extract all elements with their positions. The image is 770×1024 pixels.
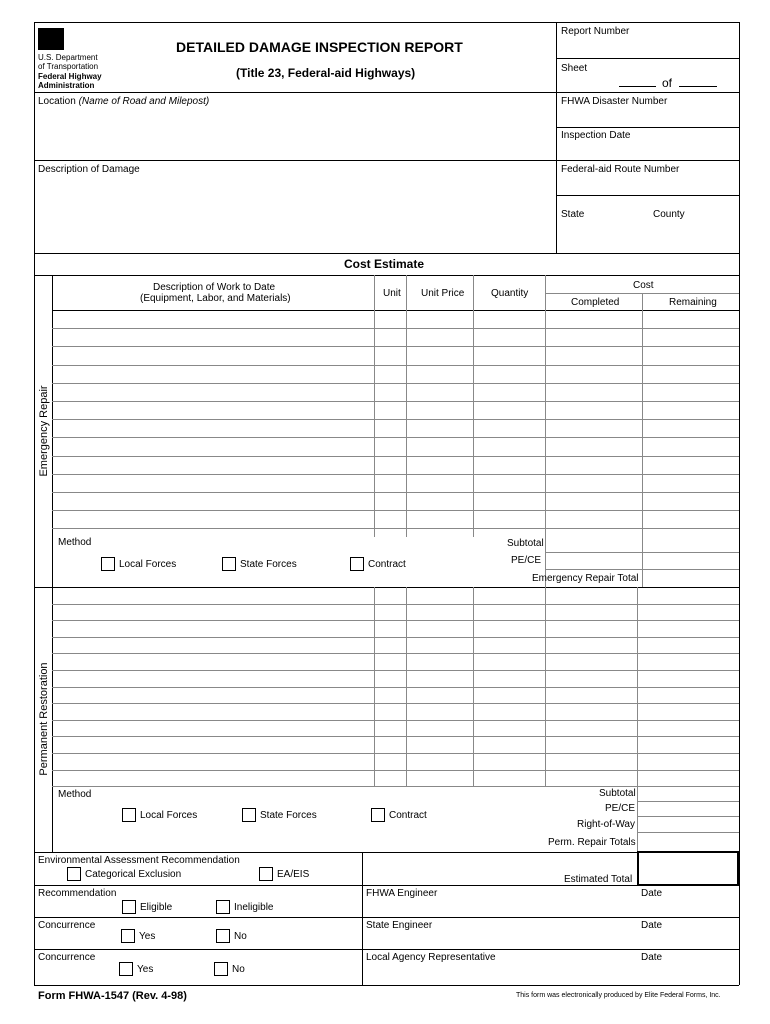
location-field[interactable]	[36, 108, 554, 158]
grid-row-line	[52, 474, 739, 475]
permanent-subtotal-label: Subtotal	[599, 788, 636, 799]
location-hint: (Name of Road and Milepost)	[78, 96, 210, 107]
location-label	[38, 96, 209, 107]
form-id: Form FHWA-1547 (Rev. 4-98)	[38, 990, 187, 1002]
col-unit: Unit	[383, 288, 401, 299]
grid-row-line	[52, 736, 739, 737]
grid-row-line	[52, 653, 739, 654]
permanent-right-of-way-label: Right-of-Way	[577, 819, 635, 830]
concurrence-1-yes-label: Yes	[139, 931, 156, 942]
form-credit: This form was electronically produced by Elite Federal Forms, Inc.	[516, 992, 721, 999]
permanent-state-forces-checkbox[interactable]	[242, 808, 256, 822]
eligible-checkbox[interactable]	[122, 900, 136, 914]
local-agency-rep-label: Local Agency Representative	[366, 952, 496, 963]
col-unit-price: Unit Price	[421, 288, 465, 299]
concurrence-2-no-label: No	[232, 964, 245, 975]
form-subtitle: (Title 23, Federal-aid Highways)	[236, 66, 416, 80]
emergency-local-forces-label: Local Forces	[119, 559, 177, 570]
col-completed: Completed	[571, 297, 620, 308]
emergency-contract-label: Contract	[368, 559, 406, 570]
grid-row-line	[52, 753, 739, 754]
col-remaining: Remaining	[669, 297, 717, 308]
federal-aid-route-label: Federal-aid Route Number	[561, 164, 680, 175]
categorical-exclusion-label: Categorical Exclusion	[85, 869, 182, 880]
permanent-state-forces-label: State Forces	[260, 810, 317, 821]
grid-row-line	[52, 770, 739, 771]
concurrence-1-label: Concurrence	[38, 920, 96, 931]
form-title: DETAILED DAMAGE INSPECTION REPORT	[176, 39, 463, 55]
estimated-total-field[interactable]	[637, 851, 739, 886]
grid-row-line	[52, 670, 739, 671]
col-quantity: Quantity	[491, 288, 529, 299]
emergency-state-forces-checkbox[interactable]	[222, 557, 236, 571]
permanent-method-label: Method	[58, 789, 92, 800]
description-field[interactable]	[36, 176, 554, 251]
fhwa-disaster-number-label: FHWA Disaster Number	[561, 96, 668, 107]
inspection-date-label: Inspection Date	[561, 130, 631, 141]
concurrence-1-yes-checkbox[interactable]	[121, 929, 135, 943]
env-assessment-label: Environmental Assessment Recommendation	[38, 855, 240, 866]
county-label: County	[653, 209, 685, 220]
location-label-text: Location	[38, 96, 76, 107]
permanent-total-label: Perm. Repair Totals	[548, 837, 636, 848]
emergency-contract-checkbox[interactable]	[350, 557, 364, 571]
sheet-total-field[interactable]	[679, 86, 717, 87]
concurrence-1-no-label: No	[234, 931, 247, 942]
emergency-total-label: Emergency Repair Total	[532, 573, 639, 584]
concurrence-2-label: Concurrence	[38, 952, 96, 963]
permanent-contract-checkbox[interactable]	[371, 808, 385, 822]
grid-row-line	[52, 383, 739, 384]
sheet-number-field[interactable]	[619, 86, 656, 87]
emergency-pe-ce-label: PE/CE	[511, 555, 542, 566]
grid-row-line	[52, 456, 739, 457]
grid-row-line	[52, 786, 739, 787]
grid-row-line	[52, 703, 739, 704]
emergency-subtotal-label: Subtotal	[507, 538, 544, 549]
agency-line-4: Administration	[38, 81, 95, 90]
emergency-method-label: Method	[58, 537, 92, 548]
dot-logo	[38, 28, 64, 50]
fhwa-engineer-label: FHWA Engineer	[366, 888, 438, 899]
grid-row-line	[52, 365, 739, 366]
categorical-exclusion-checkbox[interactable]	[67, 867, 81, 881]
estimated-total-label: Estimated Total	[564, 874, 633, 885]
sheet-of-label: of	[662, 76, 673, 90]
grid-row-line	[52, 637, 739, 638]
state-engineer-date-label: Date	[641, 920, 663, 931]
permanent-contract-label: Contract	[389, 810, 427, 821]
grid-row-line	[52, 528, 739, 529]
ineligible-checkbox[interactable]	[216, 900, 230, 914]
permanent-local-forces-checkbox[interactable]	[122, 808, 136, 822]
description-label: Description of Damage	[38, 164, 140, 175]
agency-line-2: of Transportation	[38, 62, 99, 71]
eligible-label: Eligible	[140, 902, 173, 913]
grid-row-line	[52, 687, 739, 688]
grid-row-line	[52, 620, 739, 621]
ea-eis-checkbox[interactable]	[259, 867, 273, 881]
concurrence-2-yes-label: Yes	[137, 964, 154, 975]
local-agency-date-label: Date	[641, 952, 663, 963]
permanent-restoration-side-label: Permanent Restoration	[38, 662, 50, 776]
recommendation-label: Recommendation	[38, 888, 117, 899]
col-desc-line2: (Equipment, Labor, and Materials)	[140, 293, 291, 304]
ea-eis-label: EA/EIS	[277, 869, 310, 880]
concurrence-2-no-checkbox[interactable]	[214, 962, 228, 976]
ineligible-label: Ineligible	[234, 902, 274, 913]
grid-row-line	[52, 604, 739, 605]
emergency-local-forces-checkbox[interactable]	[101, 557, 115, 571]
fhwa-engineer-date-label: Date	[641, 888, 663, 899]
state-label: State	[561, 209, 585, 220]
agency-line-1: U.S. Department	[38, 53, 98, 62]
sheet-label: Sheet	[561, 63, 588, 74]
concurrence-1-no-checkbox[interactable]	[216, 929, 230, 943]
state-engineer-label: State Engineer	[366, 920, 433, 931]
emergency-repair-side-label: Emergency Repair	[38, 385, 50, 477]
concurrence-2-yes-checkbox[interactable]	[119, 962, 133, 976]
cost-estimate-title: Cost Estimate	[344, 257, 425, 271]
report-number-label: Report Number	[561, 26, 630, 37]
agency-line-3: Federal Highway	[38, 72, 102, 81]
permanent-local-forces-label: Local Forces	[140, 810, 198, 821]
emergency-state-forces-label: State Forces	[240, 559, 297, 570]
grid-row-line	[52, 419, 739, 420]
col-cost: Cost	[633, 280, 654, 291]
grid-row-line	[52, 510, 739, 511]
col-desc-line1: Description of Work to Date	[153, 282, 276, 293]
grid-row-line	[52, 346, 739, 347]
grid-row-line	[52, 328, 739, 329]
grid-row-line	[52, 492, 739, 493]
grid-row-line	[52, 720, 739, 721]
grid-row-line	[52, 401, 739, 402]
permanent-pe-ce-label: PE/CE	[605, 803, 636, 814]
grid-row-line	[52, 437, 739, 438]
